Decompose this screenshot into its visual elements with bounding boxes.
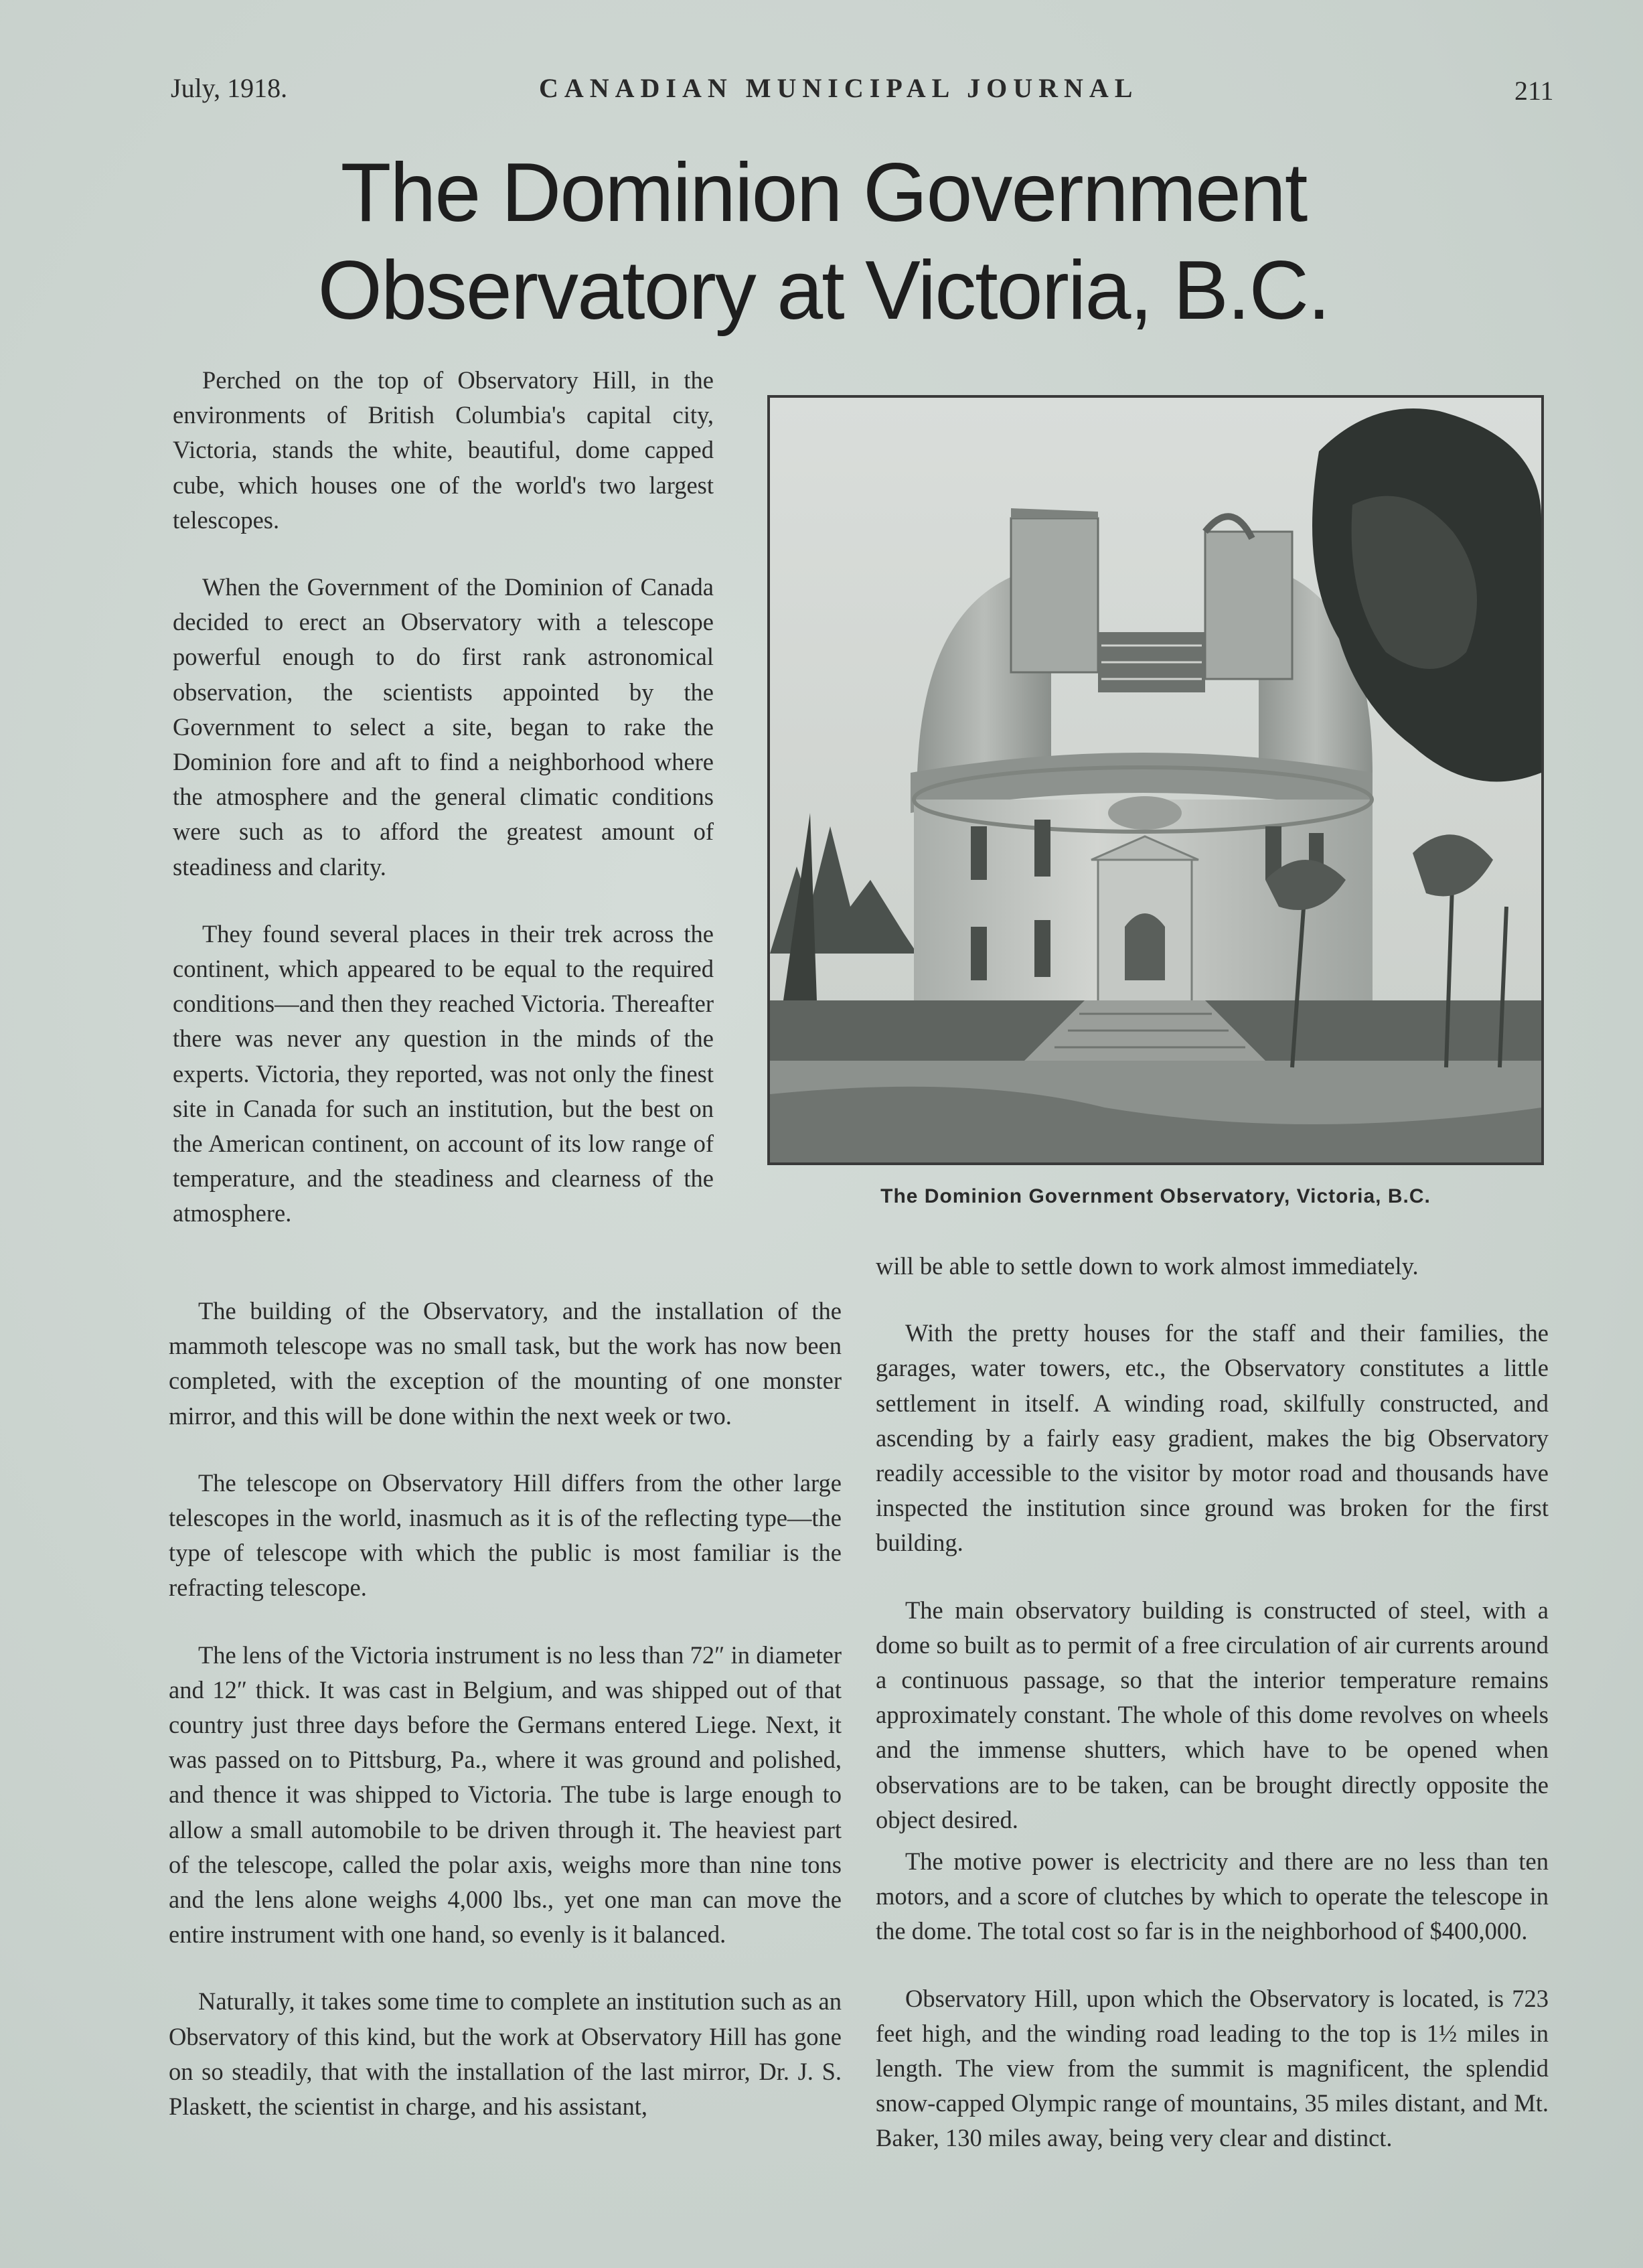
paragraph: The telescope on Observatory Hill differs from the other large telescopes in the world, inasmuch as it is of the reflecting type—the type of telescope with which the public is most familiar is the refracting telescope. (169, 1468, 842, 1602)
column-1 (173, 363, 714, 1264)
article-title: The Dominion Government Observatory at Victoria, B.C. (317, 147, 1330, 337)
paragraph: Naturally, it takes some time to complete an institution such as an Observatory of this kind, but the work at Observatory Hill has gone on so steadily, that with the installation of the last mirror, Dr. J. S. Plaskett, the scientist in charge, and his assistant, (169, 1987, 842, 2121)
running-head-date: July, 1918. (171, 73, 288, 103)
paragraph: With the pretty houses for the staff and their families, the garages, water towers, etc., the Observatory constitutes a little settlement in itself. A winding road, skilfully constructed, and ascending by a fairly easy gradient, makes the big Observatory readily accessible to the visitor by motor road and thousands have inspected the institution since ground was broken for the first building. (876, 1319, 1549, 1557)
photo-caption: The Dominion Government Observatory, Victoria, B.C. (880, 1185, 1431, 1207)
observatory-photo (767, 395, 1544, 1165)
paragraph: will be able to settle down to work almost immediately. (876, 1252, 1419, 1280)
paragraph: The building of the Observatory, and the installation of the mammoth telescope was no small task, but the work has now been completed, with the exception of the mounting of one monster mirror, and this will be done within the next week or two. (169, 1297, 842, 1430)
paragraph: The lens of the Victoria instrument is no less than 72″ in diameter and 12″ thick. It was cast in Belgium, and was shipped out of that country just three days before the Germans entered Liege. Next, it was passed on to Pittsburg, Pa., where it was ground and polished, and thence it was shipped to Victoria. The tube is large enough to allow a small automobile to be driven through it. The heaviest part of the telescope, called the polar axis, weighs more than nine tons and the lens alone weighs 4,000 lbs., yet one man can move the entire instrument with one hand, so evenly is it balanced. (169, 1641, 842, 1949)
column-2 (169, 1294, 842, 2156)
running-head-journal: CANADIAN MUNICIPAL JOURNAL (539, 73, 1139, 103)
column-3 (876, 1249, 1549, 2188)
page-number: 211 (1514, 76, 1554, 106)
paragraph: They found several places in their trek across the continent, which appeared to be equal to the required conditions—and then they reached Victoria. Thereafter there was never any question in the minds of the experts. Victoria, they reported, was not only the finest site in Canada for such an institution, but the best on the American continent, on account of its low range of temperature, and the steadiness and clearness of the atmosphere. (173, 919, 714, 1227)
paragraph: Perched on the top of Observatory Hill, in the environments of British Columbia's capital city, Victoria, stands the white, beautiful, dome capped cube, which houses one of the world's two largest telescopes. (173, 366, 714, 534)
paragraph: The motive power is electricity and there are no less than ten motors, and a score of clutches by which to operate the telescope in the dome. The total cost so far is in the neighborhood of $400,000. (876, 1847, 1549, 1945)
paragraph: When the Government of the Dominion of Canada decided to erect an Observatory with a telescope powerful enough to do first rank astronomical observation, the scientists appointed by the Government to select a site, began to rake the Dominion fore and aft to find a neighborhood where the atmosphere and the general climatic conditions were such as to afford the greatest amount of steadiness and clarity. (173, 573, 714, 881)
paragraph: The main observatory building is constructed of steel, with a dome so built as to permit of a free circulation of air currents around a continuous passage, so that the interior temperature remains approximately constant. The whole of this dome revolves on wheels and the immense shutters, which have to be opened when observations are to be taken, can be brought directly opposite the object desired. (876, 1596, 1549, 1833)
paragraph: Observatory Hill, upon which the Observatory is located, is 723 feet high, and the winding road leading to the top is 1½ miles in length. The view from the summit is magnificent, the splendid snow-capped Olympic range of mountains, 35 miles distant, and Mt. Baker, 130 miles away, being very clear and distinct. (876, 1984, 1549, 2152)
